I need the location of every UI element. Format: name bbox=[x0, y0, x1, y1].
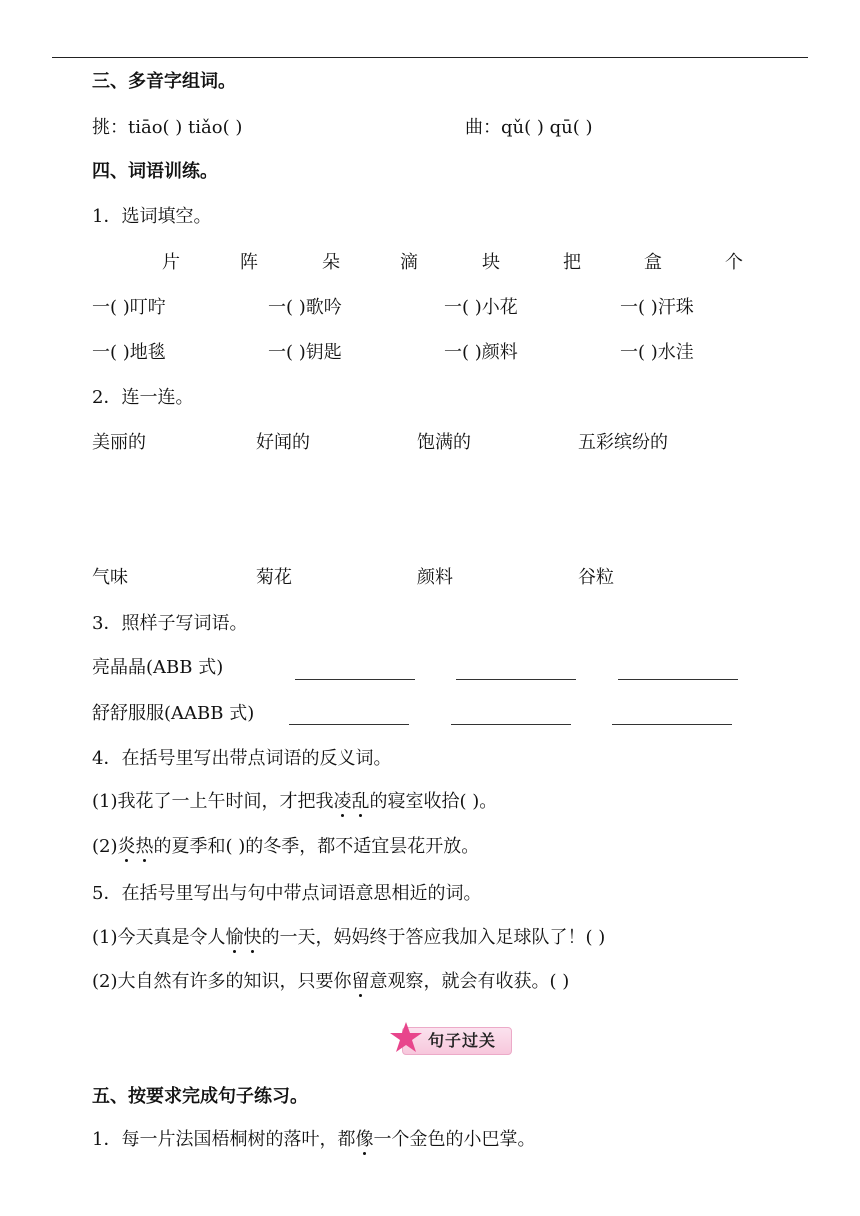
fill-blank-item[interactable]: 一( )地毯 bbox=[92, 342, 166, 363]
fill-blank-item[interactable]: 一( )汗珠 bbox=[620, 297, 694, 318]
fill-blank-item[interactable]: 一( )颜料 bbox=[444, 342, 518, 363]
answer-line[interactable] bbox=[451, 724, 571, 725]
word-bank-item: 块 bbox=[482, 252, 500, 273]
sec5-question-1: 1．每一片法国梧桐树的落叶，都像一个金色的小巴掌。 bbox=[92, 1129, 536, 1150]
word-bank-item: 个 bbox=[725, 252, 743, 273]
word-bank-item: 片 bbox=[162, 252, 180, 273]
polyphone-row-tiao: 挑：tiāo( ) tiǎo( ) bbox=[92, 117, 243, 138]
match-left-item[interactable]: 饱满的 bbox=[417, 432, 471, 453]
q5-sentence-1: (1)今天真是令人愉快的一天，妈妈终于答应我加入足球队了！( ) bbox=[92, 927, 606, 948]
answer-line[interactable] bbox=[456, 679, 576, 680]
dotted-char: 凌 bbox=[333, 791, 352, 812]
word-bank-item: 朵 bbox=[322, 252, 340, 273]
answer-line[interactable] bbox=[295, 679, 415, 680]
dotted-char: 热 bbox=[135, 836, 154, 857]
question-2-title: 2．连一连。 bbox=[92, 387, 194, 408]
section-3-title: 三、多音字组词。 bbox=[92, 71, 236, 92]
fill-blank-item[interactable]: 一( )歌吟 bbox=[268, 297, 342, 318]
question-5-title: 5．在括号里写出与句中带点词语意思相近的词。 bbox=[92, 883, 482, 904]
section-5-title: 五、按要求完成句子练习。 bbox=[92, 1086, 308, 1107]
dotted-char: 愉 bbox=[225, 927, 244, 948]
fill-blank-item[interactable]: 一( )小花 bbox=[444, 297, 518, 318]
section-badge bbox=[388, 1020, 512, 1056]
match-left-item[interactable]: 五彩缤纷的 bbox=[578, 432, 668, 453]
match-left-item[interactable]: 美丽的 bbox=[92, 432, 146, 453]
question-4-title: 4．在括号里写出带点词语的反义词。 bbox=[92, 748, 392, 769]
word-bank-item: 盒 bbox=[644, 252, 662, 273]
match-right-item[interactable]: 菊花 bbox=[256, 567, 292, 588]
dotted-char: 乱 bbox=[351, 791, 370, 812]
answer-line[interactable] bbox=[618, 679, 738, 680]
word-bank-item: 阵 bbox=[240, 252, 258, 273]
badge-label: 句子过关 bbox=[428, 1031, 497, 1050]
dotted-char: 快 bbox=[243, 927, 262, 948]
dotted-char: 炎 bbox=[117, 836, 136, 857]
word-bank-item: 把 bbox=[563, 252, 581, 273]
dotted-char: 像 bbox=[355, 1129, 374, 1150]
example-abb: 亮晶晶(ABB 式) bbox=[92, 657, 224, 678]
q5-sentence-2: (2)大自然有许多的知识，只要你留意观察，就会有收获。( ) bbox=[92, 971, 570, 992]
match-right-item[interactable]: 气味 bbox=[92, 567, 128, 588]
match-right-item[interactable]: 颜料 bbox=[417, 567, 453, 588]
question-3-title: 3．照样子写词语。 bbox=[92, 613, 248, 634]
polyphone-row-qu: 曲：qǔ( ) qū( ) bbox=[465, 117, 593, 138]
q4-sentence-2: (2)炎热的夏季和( )的冬季，都不适宜昙花开放。 bbox=[92, 836, 480, 857]
match-right-item[interactable]: 谷粒 bbox=[578, 567, 614, 588]
fill-blank-item[interactable]: 一( )水洼 bbox=[620, 342, 694, 363]
question-1-title: 1．选词填空。 bbox=[92, 206, 212, 227]
word-bank-item: 滴 bbox=[400, 252, 418, 273]
dotted-char: 留 bbox=[351, 971, 370, 992]
top-rule bbox=[52, 57, 808, 58]
example-aabb: 舒舒服服(AABB 式) bbox=[92, 703, 255, 724]
fill-blank-item[interactable]: 一( )钥匙 bbox=[268, 342, 342, 363]
q4-sentence-1: (1)我花了一上午时间，才把我凌乱的寝室收拾( )。 bbox=[92, 791, 498, 812]
answer-line[interactable] bbox=[289, 724, 409, 725]
fill-blank-item[interactable]: 一( )叮咛 bbox=[92, 297, 166, 318]
section-4-title: 四、词语训练。 bbox=[92, 161, 218, 182]
star-icon bbox=[388, 1020, 428, 1060]
match-left-item[interactable]: 好闻的 bbox=[256, 432, 310, 453]
answer-line[interactable] bbox=[612, 724, 732, 725]
